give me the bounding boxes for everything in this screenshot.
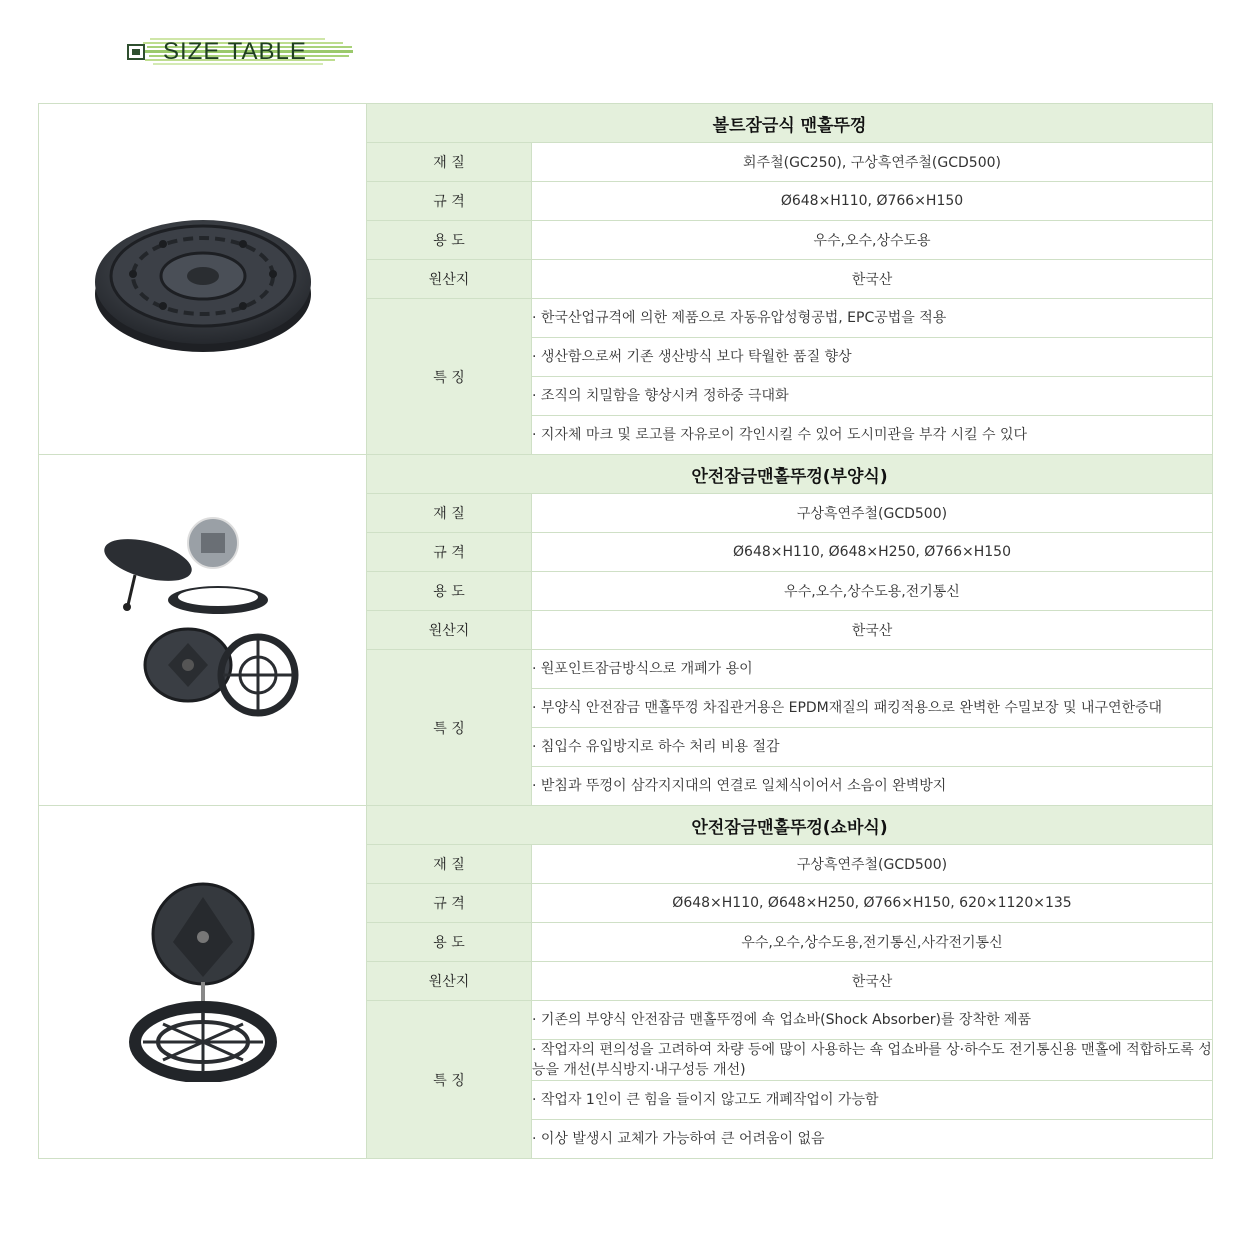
size-table-banner (125, 35, 353, 69)
feature-item: · 원포인트잠금방식으로 개폐가 용이 (532, 650, 1213, 689)
use-label: 용 도 (367, 221, 532, 260)
feature-item: · 침입수 유입방지로 하수 처리 비용 절감 (532, 728, 1213, 767)
floating-manhole-cover-image (93, 515, 313, 745)
feature-item: · 받침과 뚜껑이 삼각지지대의 연결로 일체식이어서 소음이 완벽방지 (532, 767, 1213, 806)
feature-item: · 한국산업규격에 의한 제품으로 자동유압성형공법, EPC공법을 적용 (532, 299, 1213, 338)
feature-item: · 이상 발생시 교체가 가능하여 큰 어려움이 없음 (532, 1120, 1213, 1159)
spec-value: Ø648×H110, Ø648×H250, Ø766×H150 (532, 533, 1213, 572)
shock-absorber-manhole-cover-image (123, 882, 283, 1082)
feature-item: · 조직의 치밀함을 향상시켜 정하중 극대화 (532, 377, 1213, 416)
origin-value: 한국산 (532, 962, 1213, 1001)
spec-value: Ø648×H110, Ø766×H150 (532, 182, 1213, 221)
product-header-row (39, 455, 1213, 494)
material-value: 구상흑연주철(GCD500) (532, 494, 1213, 533)
product-image-cell (39, 455, 367, 806)
origin-value: 한국산 (532, 260, 1213, 299)
feature-item: · 기존의 부양식 안전잠금 맨홀뚜껑에 쇽 업쇼바(Shock Absorber)를 장착한 제품 (532, 1001, 1213, 1040)
origin-value: 한국산 (532, 611, 1213, 650)
product-name: 볼트잠금식 맨홀뚜껑 (367, 104, 1213, 143)
product-image-cell (39, 104, 367, 455)
origin-label: 원산지 (367, 962, 532, 1001)
origin-label: 원산지 (367, 260, 532, 299)
features-label: 특 징 (367, 299, 532, 455)
feature-item: · 작업자의 편의성을 고려하여 차량 등에 많이 사용하는 쇽 업쇼바를 상·하수도 전기통신용 맨홀에 적합하도록 성능을 개선(부식방지·내구성등 개선) (532, 1040, 1213, 1081)
spec-label: 규 격 (367, 182, 532, 221)
use-label: 용 도 (367, 923, 532, 962)
origin-label: 원산지 (367, 611, 532, 650)
features-label: 특 징 (367, 650, 532, 806)
product-name: 안전잠금맨홀뚜껑(부양식) (367, 455, 1213, 494)
use-label: 용 도 (367, 572, 532, 611)
feature-item: · 작업자 1인이 큰 힘을 들이지 않고도 개폐작업이 가능함 (532, 1081, 1213, 1120)
product-header-row (39, 104, 1213, 143)
feature-item: · 생산함으로써 기존 생산방식 보다 탁월한 품질 향상 (532, 338, 1213, 377)
material-label: 재 질 (367, 845, 532, 884)
features-label: 특 징 (367, 1001, 532, 1159)
use-value: 우수,오수,상수도용,전기통신 (532, 572, 1213, 611)
spec-value: Ø648×H110, Ø648×H250, Ø766×H150, 620×1120×135 (532, 884, 1213, 923)
material-label: 재 질 (367, 494, 532, 533)
product-image-cell (39, 806, 367, 1159)
use-value: 우수,오수,상수도용,전기통신,사각전기통신 (532, 923, 1213, 962)
spec-table (38, 103, 1213, 1159)
product-header-row (39, 806, 1213, 845)
material-label: 재 질 (367, 143, 532, 182)
square-bullet-icon (127, 44, 145, 60)
material-value: 구상흑연주철(GCD500) (532, 845, 1213, 884)
bolt-manhole-cover-image (93, 194, 313, 364)
feature-item: · 부양식 안전잠금 맨홀뚜껑 차집관거용은 EPDM재질의 패킹적용으로 완벽한 수밀보장 및 내구연한증대 (532, 689, 1213, 728)
banner-title: SIZE TABLE (163, 38, 307, 65)
feature-item: · 지자체 마크 및 로고를 자유로이 각인시킬 수 있어 도시미관을 부각 시킬 수 있다 (532, 416, 1213, 455)
material-value: 회주철(GC250), 구상흑연주철(GCD500) (532, 143, 1213, 182)
spec-label: 규 격 (367, 884, 532, 923)
use-value: 우수,오수,상수도용 (532, 221, 1213, 260)
product-name: 안전잠금맨홀뚜껑(쇼바식) (367, 806, 1213, 845)
spec-label: 규 격 (367, 533, 532, 572)
